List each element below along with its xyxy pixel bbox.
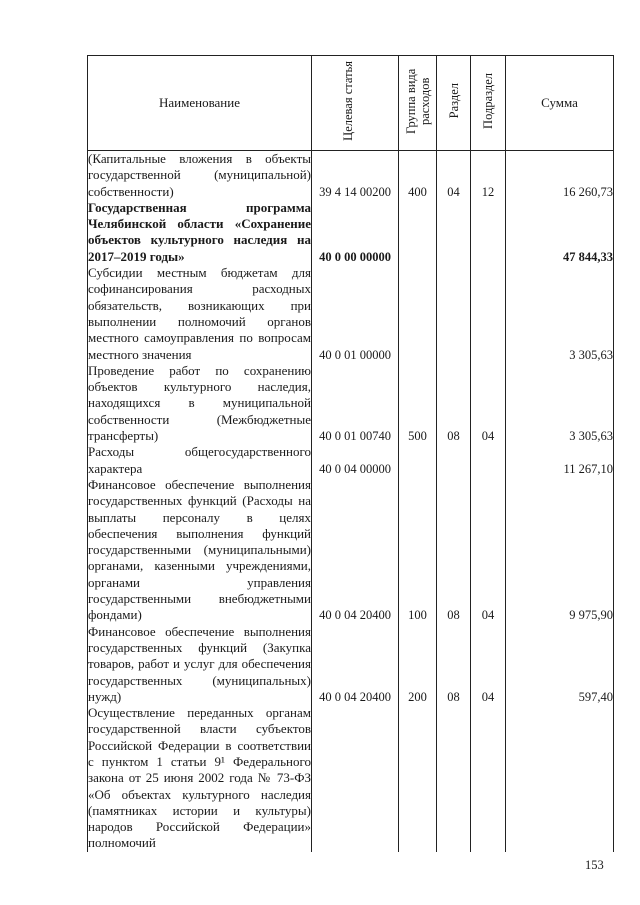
row-expense-group-cell: 200 <box>399 624 437 705</box>
row-name-cell: Финансовое обеспечение выполнения государственных функций (Закупка товаров, работ и услуг для обеспечения государственных (муниципальных) нужд) <box>88 623 311 704</box>
row-subsection-cell: 04 <box>471 363 506 444</box>
row-section-cell: 08 <box>437 477 471 624</box>
table-row <box>88 200 614 265</box>
row-name-cell: (Капитальные вложения в объекты государственной (муниципальной) собственности) <box>88 151 311 199</box>
row-section-cell <box>437 200 471 265</box>
row-sum-cell: 597,40 <box>506 624 614 705</box>
table-row <box>88 477 614 624</box>
row-section-cell: 04 <box>437 151 471 200</box>
page-number: 153 <box>585 858 604 872</box>
row-expense-group-cell: 100 <box>399 477 437 624</box>
table-header-row <box>88 56 614 151</box>
header-target-article: Целевая статья <box>312 56 399 151</box>
table-row <box>88 363 614 444</box>
row-expense-group-cell <box>399 444 437 477</box>
row-name-cell: Проведение работ по сохранению объектов культурного наследия, находящихся в муниципальной собственности (Межбюджетные трансферты) <box>88 362 311 444</box>
row-subsection-cell <box>471 200 506 265</box>
row-name-cell: Осуществление переданных органам государственной власти субъектов Российской Федерации в соответствии с пунктом 1 статьи 9¹ Федерального закона от 25 июня 2002 года № 73-ФЗ «Об объектах культурного наследия (памятниках истории и культуры) народов Российской Федерации» полномочий <box>88 705 311 851</box>
header-subsection: Подраздел <box>471 56 506 151</box>
row-subsection-cell: 04 <box>471 624 506 705</box>
header-sum: Сумма <box>506 56 614 151</box>
row-target-article-cell: 39 4 14 00200 <box>312 151 399 200</box>
header-name: Наименование <box>88 56 312 151</box>
row-name-cell: Финансовое обеспечение выполнения государственных функций (Расходы на выплаты персоналу в целях обеспечения выполнения функций государственными (муниципальными) органами, казенными учреждениями, органами управления государственными внебюджетными фондами) <box>88 476 311 623</box>
row-section-cell: 08 <box>437 363 471 444</box>
row-subsection-cell <box>471 444 506 477</box>
row-sum-cell: 11 267,10 <box>506 444 614 477</box>
row-subsection-cell: 04 <box>471 477 506 624</box>
budget-table <box>87 55 614 852</box>
row-name-cell: Субсидии местным бюджетам для софинансирования расходных обязательств, возникающих при выполнении полномочий органов местного самоуправления по вопросам местного значения <box>88 265 311 362</box>
row-sum-cell: 9 975,90 <box>506 477 614 624</box>
row-expense-group-cell <box>399 265 437 363</box>
row-target-article-cell: 40 0 04 00000 <box>312 444 399 477</box>
row-sum-cell: 16 260,73 <box>506 151 614 200</box>
table-row <box>88 624 614 705</box>
row-name-cell: Государственная программа Челябинской области «Сохранение объектов культурного наследия на 2017–2019 годы» <box>88 199 311 264</box>
table-row <box>88 444 614 477</box>
row-section-cell <box>437 444 471 477</box>
row-sum-cell <box>506 705 614 852</box>
row-section-cell <box>437 705 471 852</box>
row-target-article-cell: 40 0 00 00000 <box>312 200 399 265</box>
row-subsection-cell: 12 <box>471 151 506 200</box>
row-section-cell: 08 <box>437 624 471 705</box>
header-expense-group: Группа вида расходов <box>399 56 437 151</box>
row-section-cell <box>437 265 471 363</box>
row-expense-group-cell: 500 <box>399 363 437 444</box>
row-name-cell: Расходы общегосударственного характера <box>88 444 311 476</box>
row-target-article-cell: 40 0 01 00000 <box>312 265 399 363</box>
table-row <box>88 151 614 200</box>
row-target-article-cell <box>312 705 399 852</box>
row-target-article-cell: 40 0 04 20400 <box>312 624 399 705</box>
table-row <box>88 705 614 852</box>
row-sum-cell: 3 305,63 <box>506 265 614 363</box>
row-sum-cell: 47 844,33 <box>506 200 614 265</box>
header-section: Раздел <box>437 56 471 151</box>
row-expense-group-cell <box>399 705 437 852</box>
row-subsection-cell <box>471 265 506 363</box>
row-subsection-cell <box>471 705 506 852</box>
table-row <box>88 265 614 363</box>
row-expense-group-cell: 400 <box>399 151 437 200</box>
row-target-article-cell: 40 0 04 20400 <box>312 477 399 624</box>
row-target-article-cell: 40 0 01 00740 <box>312 363 399 444</box>
row-sum-cell: 3 305,63 <box>506 363 614 444</box>
row-expense-group-cell <box>399 200 437 265</box>
